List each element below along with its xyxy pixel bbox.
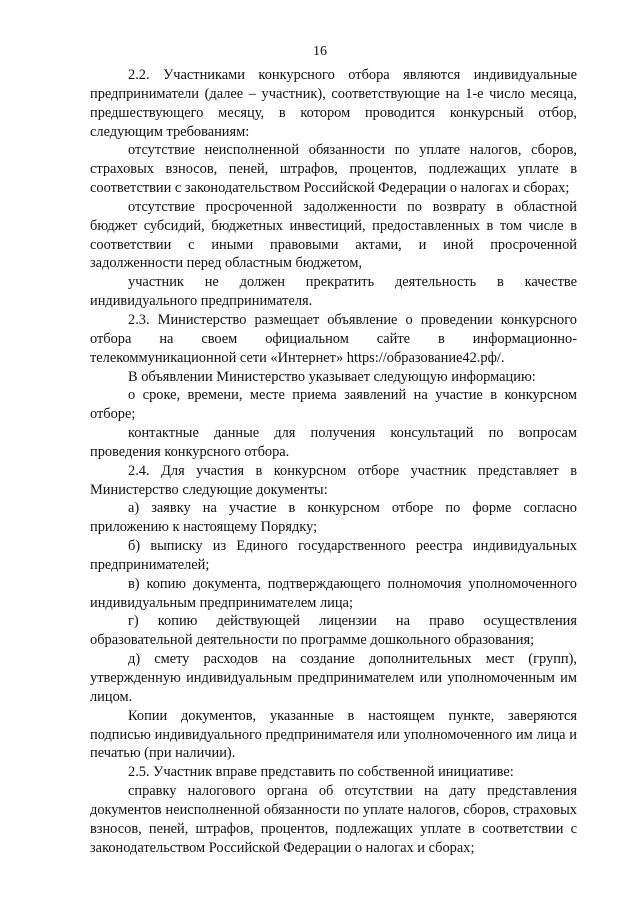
announcement-intro: В объявлении Министерство указывает следующую информацию:	[128, 368, 536, 385]
requirement-no-overdue-debt: отсутствие просроченной задолженности по возврату в областной бюджет субсидий, бюджетных инвестиций, предоставленных в том числе в соответствии с иными правовыми актами, и иной просроченной задолженности перед областным бюджетом,	[90, 198, 577, 272]
document-body	[90, 66, 577, 857]
document-item-g: г) копию действующей лицензии на право осуществления образовательной деятельности по программе дошкольного образования;	[90, 613, 577, 649]
paragraph-2-3: 2.3. Министерство размещает объявление о проведении конкурсного отбора на своем официальном сайте в информационно-телекоммуникационной сети «Интернет» https://образование42.рф/.	[90, 311, 577, 366]
document-item-v: в) копию документа, подтверждающего полномочия уполномоченного индивидуальным предпринимателем лица;	[90, 575, 577, 611]
document-item-d: д) смету расходов на создание дополнительных мест (групп), утвержденную индивидуальным предпринимателем или уполномоченным им лицом.	[90, 651, 577, 705]
copies-certification: Копии документов, указанные в настоящем пункте, заверяются подписью индивидуального предпринимателя или уполномоченного им лица и печатью (при наличии).	[90, 707, 577, 762]
requirement-no-tax-debt: отсутствие неисполненной обязанности по уплате налогов, сборов, страховых взносов, пеней, штрафов, процентов, подлежащих уплате в соответствии с законодательством Российской Федерации о налогах и сборах;	[90, 142, 577, 197]
announcement-deadline: о сроке, времени, месте приема заявлений на участие в конкурсном отборе;	[90, 387, 577, 423]
tax-certificate-item: справку налогового органа об отсутствии на дату представления документов неисполненной обязанности по уплате налогов, сборов, страховых взносов, пеней, штрафов, процентов, подлежащих уплате в соответствии с законодательством Российской Федерации о налогах и сборах;	[90, 783, 577, 856]
requirement-active-business: участник не должен прекратить деятельность в качестве индивидуального предпринимателя.	[90, 274, 577, 310]
announcement-contacts: контактные данные для получения консультаций по вопросам проведения конкурсного отбора.	[90, 425, 577, 460]
paragraph-2-5: 2.5. Участник вправе представить по собственной инициативе:	[128, 764, 514, 781]
document-item-b: б) выписку из Единого государственного реестра индивидуальных предпринимателей;	[90, 538, 577, 573]
document-item-a: а) заявку на участие в конкурсном отборе по форме согласно приложению к настоящему Порядку;	[90, 500, 577, 536]
page-number: 16	[313, 44, 327, 59]
paragraph-2-4: 2.4. Для участия в конкурсном отборе участник представляет в Министерство следующие документы:	[90, 462, 577, 498]
paragraph-2-2: 2.2. Участниками конкурсного отбора являются индивидуальные предприниматели (далее – участник), соответствующие на 1-е число месяца, предшествующего месяцу, в котором проводится конкурсный отбор, следующим требованиям:	[90, 67, 577, 140]
